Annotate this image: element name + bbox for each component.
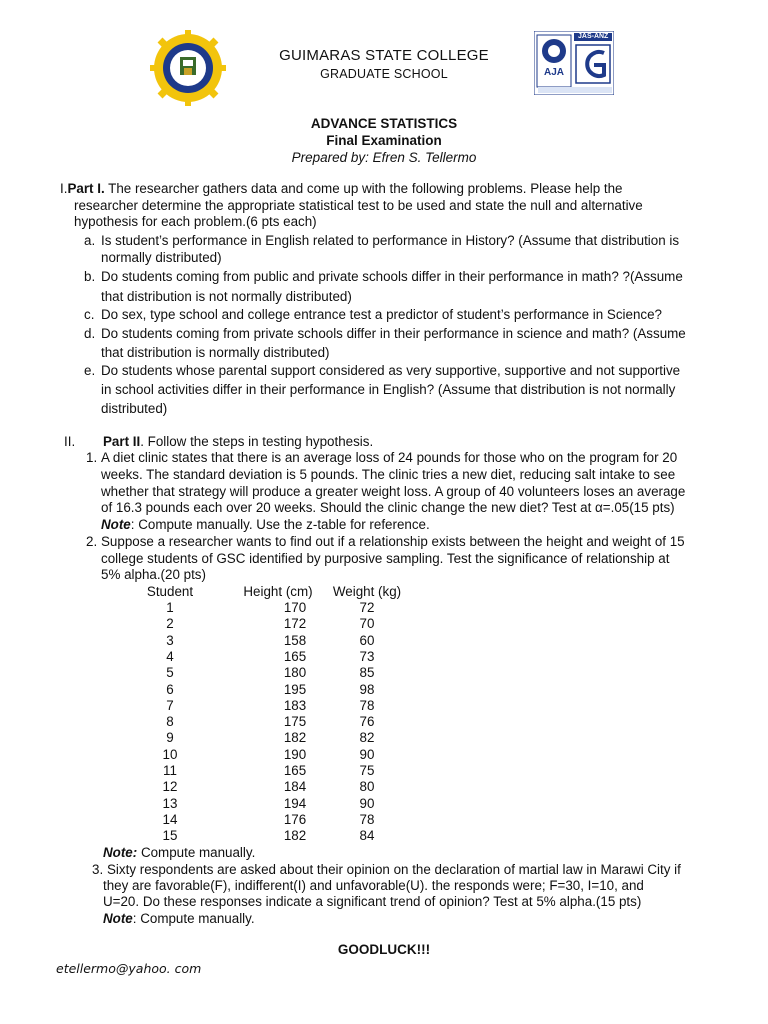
table-header-cell: Weight (kg) <box>332 584 402 599</box>
q1-note <box>101 517 430 533</box>
q3-text: Sixty respondents are asked about their opinion on the declaration of martial law in Marawi City if <box>107 862 681 877</box>
q2-number: 2. <box>86 534 98 549</box>
exam-title: Final Examination <box>326 133 442 148</box>
student-cell: 11 <box>163 763 177 778</box>
weight-cell: 72 <box>359 600 375 615</box>
weight-cell: 60 <box>359 632 375 648</box>
student-cell: 15 <box>162 828 178 844</box>
q1-text: A diet clinic states that there is an average loss of 24 pounds for those who on the program for 20 <box>101 450 678 465</box>
q2-note <box>103 845 255 861</box>
q3-note-text: : Compute manually. <box>132 911 255 926</box>
part1-numeral: I. <box>60 181 68 196</box>
student-cell: 2 <box>166 616 174 632</box>
height-cell: 175 <box>283 714 307 730</box>
weight-cell: 90 <box>359 795 375 811</box>
part1-item-text: Is student’s performance in English related to performance in History? (Assume that distribution is <box>101 233 680 248</box>
part1-intro-line: The researcher gathers data and come up with the following problems. Please help the <box>108 181 623 196</box>
q1-text: whether that strategy will produce a greater weight loss. A group of 40 volunteers loses an average <box>101 484 686 499</box>
weight-cell: 84 <box>359 828 375 844</box>
weight-cell: 75 <box>359 763 375 778</box>
height-cell: 194 <box>283 795 307 811</box>
height-cell: 183 <box>283 697 307 713</box>
part1-item-text: distributed) <box>101 401 168 416</box>
height-cell: 172 <box>283 616 307 632</box>
weight-cell: 85 <box>359 665 375 681</box>
height-cell: 165 <box>283 648 307 664</box>
school-subtitle: GRADUATE SCHOOL <box>320 67 448 81</box>
part2-heading <box>103 434 373 450</box>
student-cell: 6 <box>166 681 174 697</box>
weight-cell: 80 <box>359 779 375 795</box>
part1-item-text: normally distributed) <box>101 250 222 265</box>
q1-note-label: Note <box>101 517 131 532</box>
student-cell: 4 <box>166 648 174 664</box>
part1-intro-line: researcher determine the appropriate statistical test to be used and state the null and alternative <box>74 198 643 213</box>
height-cell: 195 <box>283 681 307 697</box>
part1-item-text: in school activities differ in their performance in English? (Assume that distribution is not normally <box>101 382 676 397</box>
part1-item-letter: a. <box>84 233 96 248</box>
student-cell: 1 <box>166 600 174 615</box>
student-cell: 10 <box>162 746 178 762</box>
part1-item-letter: e. <box>84 363 96 378</box>
height-cell: 184 <box>283 779 307 795</box>
height-cell: 165 <box>283 763 307 778</box>
q2-text: Suppose a researcher wants to find out if a relationship exists between the height and weight of 15 <box>101 534 685 549</box>
q1-text: weeks. The standard deviation is 5 pounds. The clinic tries a new diet, reducing salt intake to see <box>101 467 676 482</box>
cert-label-left: AJA <box>544 67 565 78</box>
part1-label: Part I. <box>67 181 105 196</box>
course-title: ADVANCE STATISTICS <box>310 116 458 131</box>
weight-cell: 76 <box>359 714 375 730</box>
student-cell: 12 <box>162 779 178 795</box>
height-cell: 176 <box>283 811 307 827</box>
part2-intro: . Follow the steps in testing hypothesis. <box>140 434 374 449</box>
part1-item-text: Do students coming from private schools differ in their performance in science and math? (Assume <box>101 326 686 341</box>
height-cell: 170 <box>283 600 307 615</box>
q3-note-label: Note <box>103 911 133 926</box>
q1-text: of 16.3 pounds each over 20 weeks. Should the clinic change the new diet? Test at α=.05(15 pts) <box>101 500 675 515</box>
prepared-by: Prepared by: Efren S. Tellermo <box>291 150 477 165</box>
height-cell: 182 <box>283 730 307 746</box>
student-cell: 13 <box>162 795 178 811</box>
height-cell: 180 <box>283 665 307 681</box>
footer-email: etellermo@yahoo. com <box>56 961 202 976</box>
part1-heading <box>60 181 623 197</box>
part1-item-text: Do sex, type school and college entrance test a predictor of student’s performance in Science? <box>101 307 662 322</box>
q3-number: 3. <box>92 862 104 877</box>
q3-text: they are favorable(F), indifferent(I) and unfavorable(U). the responds were; F=30, I=10, and <box>103 878 644 893</box>
weight-cell: 78 <box>359 811 375 827</box>
height-cell: 190 <box>283 746 307 762</box>
part1-item-letter: d. <box>84 326 96 341</box>
q3-note <box>103 911 255 927</box>
part1-item-text: Do students coming from public and private schools differ in their performance in math? ?(Assume <box>101 269 683 284</box>
student-cell: 7 <box>166 697 174 713</box>
weight-cell: 82 <box>359 730 375 746</box>
student-cell: 8 <box>166 714 174 730</box>
weight-cell: 70 <box>359 616 375 632</box>
q2-text: college students of GSC identified by purposive sampling. Test the significance of relationship at <box>101 551 670 566</box>
q1-number: 1. <box>86 450 98 465</box>
student-cell: 14 <box>162 811 178 827</box>
q1-note-text: : Compute manually. Use the z-table for reference. <box>130 517 430 532</box>
part1-intro-line: hypothesis for each problem.(6 pts each) <box>74 214 317 229</box>
part1-item-text: that distribution is normally distributed) <box>101 345 330 360</box>
closing-text: GOODLUCK!!! <box>337 942 431 957</box>
height-cell: 182 <box>283 828 307 844</box>
student-cell: 5 <box>166 665 174 681</box>
weight-cell: 98 <box>359 681 375 697</box>
school-name: GUIMARAS STATE COLLEGE <box>279 47 489 64</box>
q2-note-text: Compute manually. <box>137 845 256 860</box>
jas-anz-certification-icon <box>534 31 614 95</box>
weight-cell: 90 <box>359 746 375 762</box>
part1-item-text: Do students whose parental support considered as very supportive, supportive and not supportive <box>101 363 681 378</box>
cert-top-label: JAS-ANZ <box>578 33 609 40</box>
q2-note-label: Note: <box>103 845 138 860</box>
q3-text: U=20. Do these responses indicate a significant trend of opinion? Test at 5% alpha.(15 pts) <box>103 894 642 909</box>
table-header-cell: Student <box>146 584 194 599</box>
table-header-cell: Height (cm) <box>243 584 313 599</box>
height-cell: 158 <box>283 632 307 648</box>
part2-label: Part II <box>103 434 141 449</box>
student-cell: 9 <box>166 730 174 746</box>
part1-item-letter: b. <box>84 269 96 284</box>
part2-numeral: II. <box>64 434 76 449</box>
weight-cell: 78 <box>359 697 375 713</box>
q2-text: 5% alpha.(20 pts) <box>101 567 206 582</box>
student-cell: 3 <box>166 632 174 648</box>
weight-cell: 73 <box>359 648 375 664</box>
part1-item-letter: c. <box>84 307 95 322</box>
part1-item-text: that distribution is not normally distributed) <box>101 289 352 304</box>
